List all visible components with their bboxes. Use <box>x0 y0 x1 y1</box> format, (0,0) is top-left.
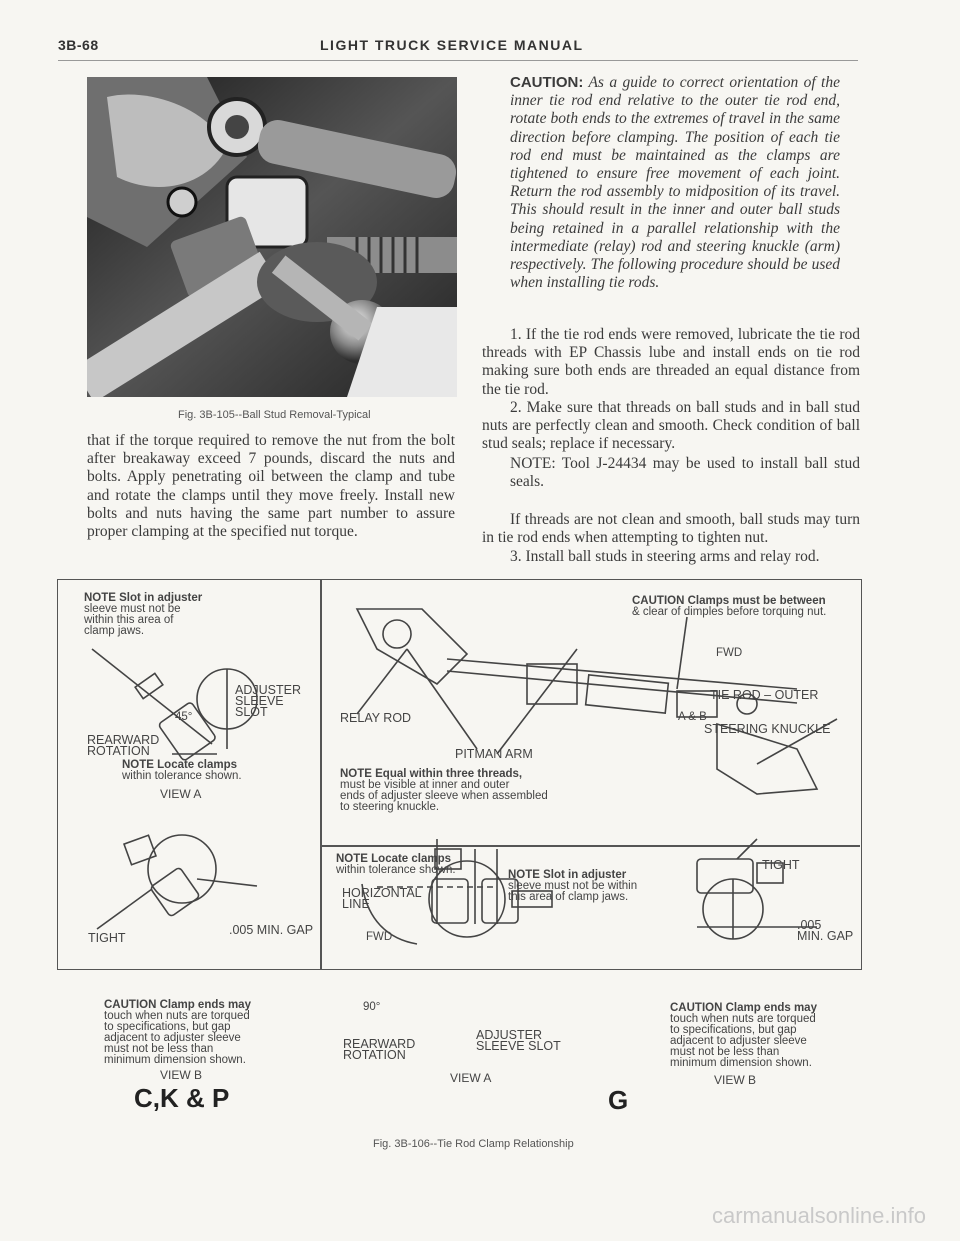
step-1: 1. If the tie rod ends were removed, lubricate the tie rod threads with EP Chassis lube and install ends on tie rod making sure both ends are threaded an equal distance from the tie rod. <box>482 326 860 398</box>
tie-rod-outer-label: TIE ROD – OUTER <box>710 688 819 702</box>
g-note-slot: NOTE Slot in adjuster sleeve must not be within this area of clamp jaws. <box>508 869 638 903</box>
horizontal-line-label: HORIZONTAL LINE <box>342 886 422 911</box>
g-fwd-label: FWD <box>366 931 393 943</box>
g-gap-label: .005 MIN. GAP <box>797 918 854 943</box>
g-note-locate: NOTE Locate clamps within tolerance shown. <box>336 853 456 876</box>
page-number: 3B-68 <box>58 37 99 53</box>
top-note-equal: NOTE Equal within three threads, must be visible at inner and outer ends of adjuster sleeve when assembled to steering knuckle. <box>340 768 548 813</box>
g-adjuster-sleeve-slot: ADJUSTER SLEEVE SLOT <box>476 1028 561 1053</box>
top-caution: CAUTION Clamps must be between & clear of dimples before torquing nut. <box>632 595 827 618</box>
g-view-a: VIEW A <box>450 1071 492 1085</box>
watermark: carmanualsonline.info <box>711 1203 926 1228</box>
steering-knuckle-label: STEERING KNUCKLE <box>704 722 831 736</box>
step-3: 3. Install ball studs in steering arms and relay rod. <box>510 548 820 565</box>
ck-note-slot: NOTE Slot in adjuster sleeve must not be within this area of clamp jaws. <box>84 592 203 637</box>
top-fwd-label: FWD <box>716 647 743 659</box>
left-paragraph: that if the torque required to remove the nut from the bolt after breakaway exceed 7 pounds, discard the nuts and bolts. Apply penetrating oil between the clamp and tube and rotate the clamps until they move freely. Install new bolts and nuts having the same part number to assure proper clamping at the specified nut torque. <box>87 432 455 541</box>
manual-title: LIGHT TRUCK SERVICE MANUAL <box>320 37 584 53</box>
header-rule <box>58 60 858 61</box>
ck-gap-label: .005 MIN. GAP <box>229 923 314 937</box>
ck-view-b: VIEW B <box>160 1068 203 1082</box>
caution-text: As a guide to correct orientation of the inner tie rod end relative to the outer tie rod end, rotate both ends to the extremes of travel in the same direction before clamping. The position of each tie rod end must be maintained as the clamps are tightened to ensure free movement of each joint. Return the rod assembly to midposition of its travel. This should result in the inner and outer ball studs being retained in a parallel relationship with the intermediate (relay) rod and steering knuckle (arm) respectively. The following procedure should be used when installing tie rods. <box>510 74 840 292</box>
ck-adjuster-slot-label: ADJUSTER SLEEVE SLOT <box>235 683 301 719</box>
step-2: 2. Make sure that threads on ball studs and in ball stud nuts are perfectly clean and smooth. Check condition of ball stud seals; replace if necessary. <box>482 399 860 453</box>
g-angle-label: 90° <box>363 1001 381 1013</box>
g-caution: CAUTION Clamp ends may touch when nuts are torqued to specifications, but gap adjacent to adjuster sleeve must not be less than minimum dimension shown. <box>670 1002 817 1069</box>
ck-rearward-rotation: REARWARD ROTATION <box>87 733 160 758</box>
g-rearward-rotation: REARWARD ROTATION <box>343 1037 416 1062</box>
g-view-b: VIEW B <box>714 1073 757 1087</box>
a-and-b-label: A & B <box>678 711 707 723</box>
ck-model-label: C,K & P <box>134 1083 230 1113</box>
relay-rod-label: RELAY ROD <box>340 711 412 725</box>
fig106-caption: Fig. 3B-106--Tie Rod Clamp Relationship <box>373 1138 574 1150</box>
caution-paragraph <box>510 74 840 292</box>
ck-note-locate: NOTE Locate clamps within tolerance shown. <box>122 759 242 782</box>
caution-heading: CAUTION: <box>510 74 584 91</box>
ball-stud-removal-photo <box>87 77 457 397</box>
g-tight-label: TIGHT <box>762 858 800 872</box>
ck-tight-label: TIGHT <box>88 931 126 945</box>
g-model-label: G <box>608 1085 629 1115</box>
pitman-arm-label: PITMAN ARM <box>455 747 533 761</box>
threads-paragraph: If threads are not clean and smooth, ball studs may turn in tie rod ends when attempting to tighten nut. <box>482 511 860 547</box>
ck-caution: CAUTION Clamp ends may touch when nuts are torqued to specifications, but gap adjacent to adjuster sleeve must not be less than minimum dimension shown. <box>104 999 251 1066</box>
tool-note: NOTE: Tool J-24434 may be used to install ball stud seals. <box>510 455 860 491</box>
ck-angle-label: 45° <box>175 711 193 723</box>
fig105-caption: Fig. 3B-105--Ball Stud Removal-Typical <box>178 409 371 421</box>
ck-view-a: VIEW A <box>160 787 202 801</box>
